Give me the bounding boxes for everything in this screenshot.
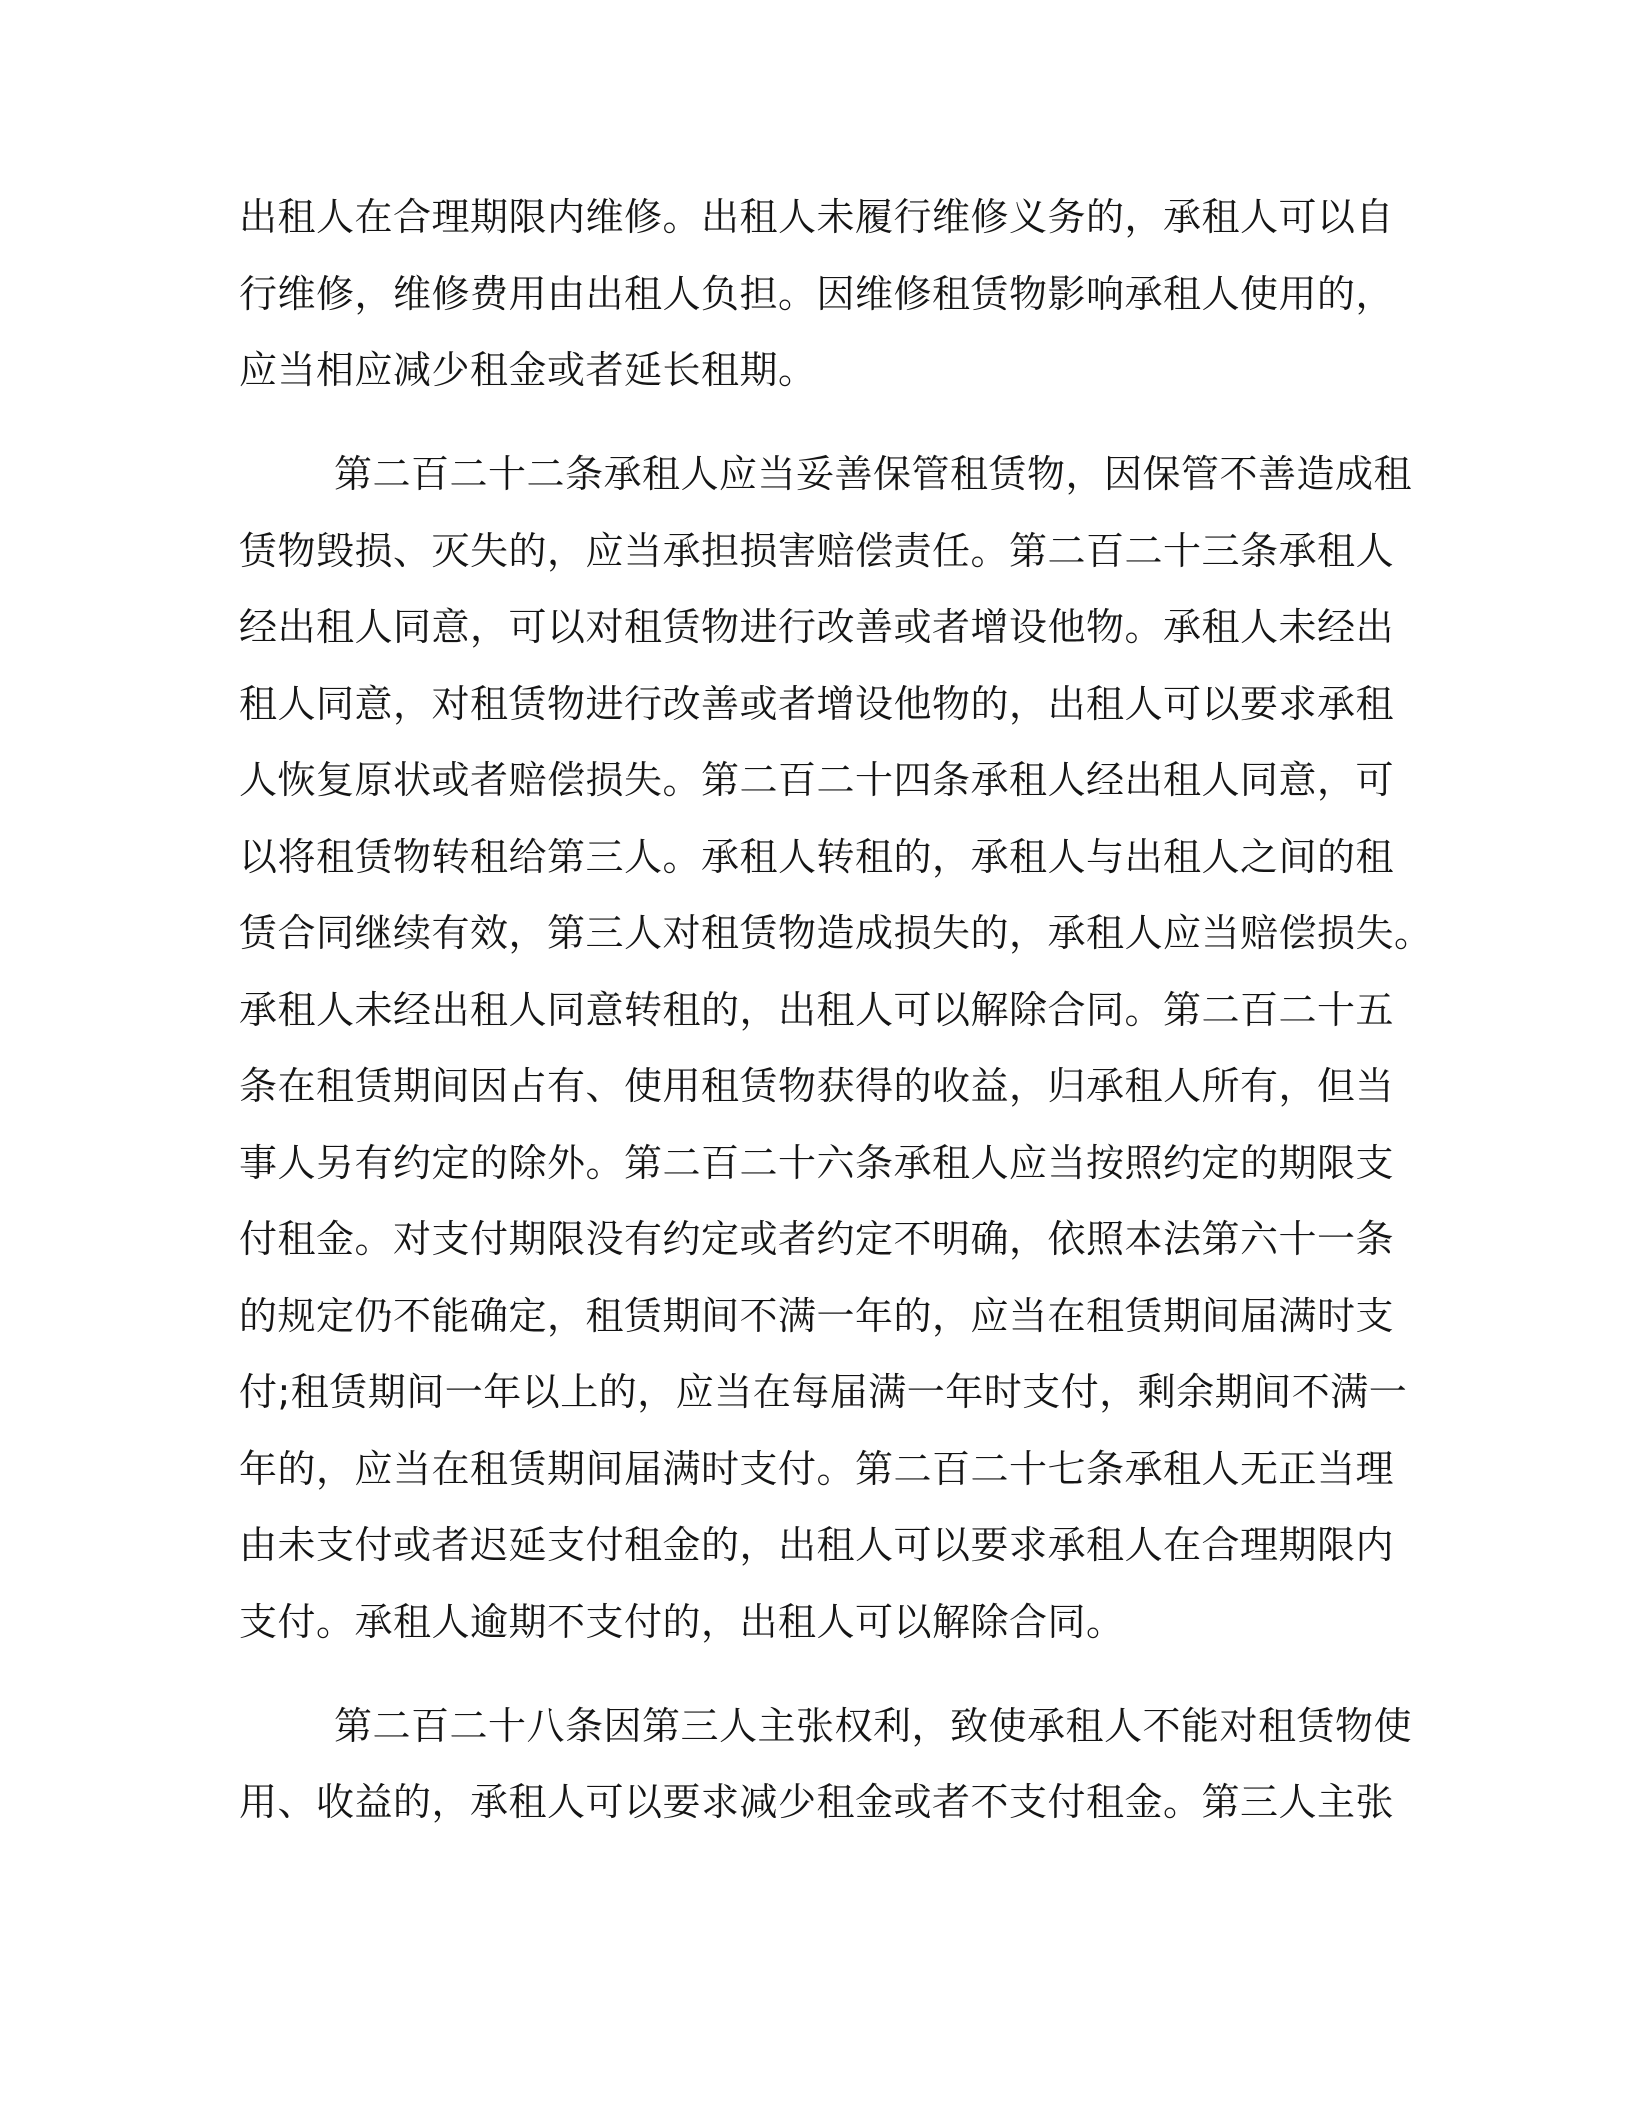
paragraph-line: 的规定仍不能确定，租赁期间不满一年的，应当在租赁期间届满时支 (239, 1294, 1395, 1338)
paragraph-line: 承租人未经出租人同意转租的，出租人可以解除合同。第二百二十五 (239, 988, 1395, 1032)
paragraph-line: 赁物毁损、灭失的，应当承担损害赔偿责任。第二百二十三条承租人 (239, 529, 1395, 573)
paragraph-line: 经出租人同意，可以对租赁物进行改善或者增设他物。承租人未经出 (239, 605, 1395, 649)
paragraph-line: 第二百二十二条承租人应当妥善保管租赁物，因保管不善造成租 (334, 452, 1413, 496)
paragraph-line: 付租金。对支付期限没有约定或者约定不明确，依照本法第六十一条 (239, 1217, 1395, 1261)
paragraph-line: 由未支付或者迟延支付租金的，出租人可以要求承租人在合理期限内 (239, 1523, 1395, 1567)
paragraph-line: 条在租赁期间因占有、使用租赁物获得的收益，归承租人所有，但当 (239, 1064, 1395, 1108)
paragraph-line: 出租人在合理期限内维修。出租人未履行维修义务的，承租人可以自 (239, 195, 1395, 239)
paragraph-line: 第二百二十八条因第三人主张权利，致使承租人不能对租赁物使 (334, 1704, 1413, 1748)
paragraph-line: 支付。承租人逾期不支付的，出租人可以解除合同。 (239, 1600, 1125, 1644)
paragraph-line: 用、收益的，承租人可以要求减少租金或者不支付租金。第三人主张 (239, 1780, 1395, 1824)
paragraph-line: 赁合同继续有效，第三人对租赁物造成损失的，承租人应当赔偿损失。 (239, 911, 1433, 955)
paragraph-line: 付;租赁期间一年以上的，应当在每届满一年时支付，剩余期间不满一 (239, 1370, 1408, 1414)
paragraph-line: 人恢复原状或者赔偿损失。第二百二十四条承租人经出租人同意，可 (239, 758, 1395, 802)
paragraph-line: 租人同意，对租赁物进行改善或者增设他物的，出租人可以要求承租 (239, 682, 1395, 726)
paragraph-line: 年的，应当在租赁期间届满时支付。第二百二十七条承租人无正当理 (239, 1447, 1395, 1491)
paragraph-line: 行维修，维修费用由出租人负担。因维修租赁物影响承租人使用的， (239, 272, 1395, 316)
paragraph-line: 事人另有约定的除外。第二百二十六条承租人应当按照约定的期限支 (239, 1141, 1395, 1185)
paragraph-line: 以将租赁物转租给第三人。承租人转租的，承租人与出租人之间的租 (239, 835, 1395, 879)
paragraph-line: 应当相应减少租金或者延长租期。 (239, 348, 817, 392)
